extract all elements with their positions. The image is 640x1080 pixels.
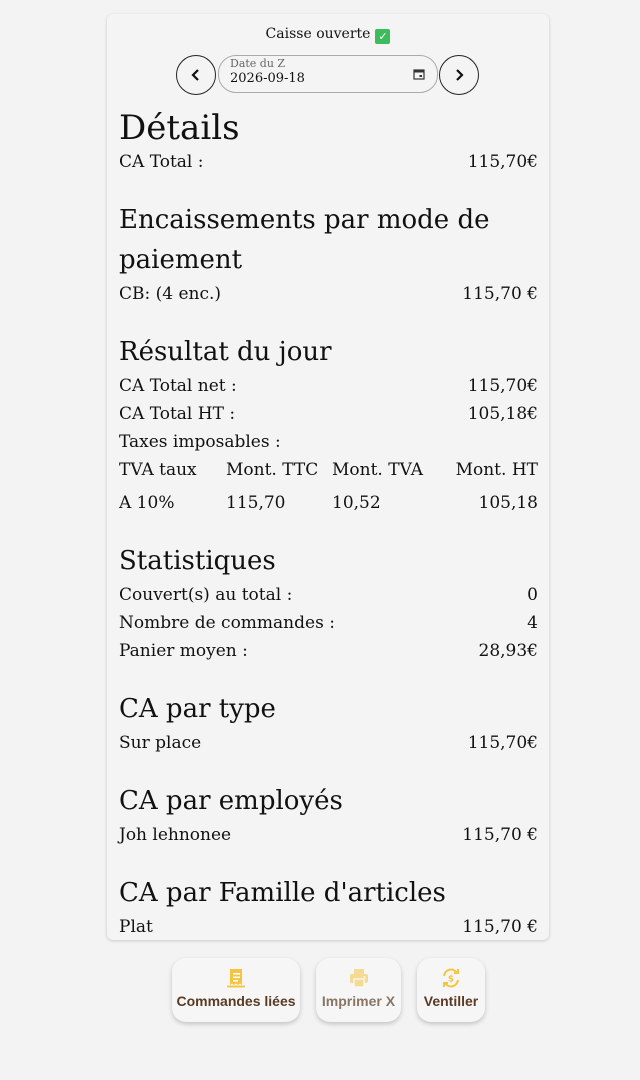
ca-net-value: 115,70€: [467, 376, 538, 396]
previous-day-button[interactable]: [176, 55, 216, 95]
encaissements-title: Encaissements par mode de paiement: [119, 205, 490, 275]
tva-rate: A 10%: [119, 493, 175, 513]
tva-table-header: [119, 456, 538, 484]
orders-count-label: Nombre de commandes :: [119, 613, 335, 633]
ca-employe-row: [119, 821, 538, 849]
orders-count-value: 4: [527, 613, 538, 633]
chevron-left-icon: [189, 68, 203, 82]
statistiques-title: Statistiques: [119, 546, 276, 576]
covers-row: [119, 581, 538, 609]
receipt-icon: [225, 967, 247, 989]
ca-famille-title: CA par Famille d'articles: [119, 878, 446, 908]
tva-header-ht: Mont. HT: [455, 460, 538, 480]
ca-famille-row: [119, 913, 538, 941]
register-status-label: Caisse ouverte: [265, 26, 371, 42]
ca-total-row: [119, 148, 538, 176]
linked-orders-label: Commandes liées: [176, 993, 296, 1009]
ca-net-label: CA Total net :: [119, 376, 237, 396]
ca-type-title: CA par type: [119, 694, 276, 724]
print-x-button[interactable]: [316, 958, 401, 1022]
linked-orders-button[interactable]: [172, 958, 300, 1022]
report-content: [119, 108, 538, 941]
ca-net-row: [119, 372, 538, 400]
ca-employe-value: 115,70 €: [462, 825, 538, 845]
ca-type-label: Sur place: [119, 733, 202, 753]
tva-header-tva: Mont. TVA: [332, 460, 423, 480]
average-basket-label: Panier moyen :: [119, 641, 248, 661]
average-basket-row: [119, 637, 538, 665]
ca-type-row: [119, 729, 538, 757]
next-day-button[interactable]: [439, 55, 479, 95]
table-row: [119, 489, 538, 517]
chevron-right-icon: [452, 68, 466, 82]
date-z-value: 2026-09-18: [230, 71, 305, 86]
ca-type-value: 115,70€: [467, 733, 538, 753]
ventiller-label: Ventiller: [423, 993, 479, 1009]
printer-icon: [348, 967, 370, 989]
taxes-label: Taxes imposables :: [119, 432, 281, 452]
covers-value: 0: [527, 585, 538, 605]
taxes-row: [119, 428, 538, 456]
ca-famille-label: Plat: [119, 917, 153, 937]
ca-total-value: 115,70€: [467, 152, 538, 172]
covers-label: Couvert(s) au total :: [119, 585, 293, 605]
print-x-label: Imprimer X: [321, 993, 396, 1009]
currency-exchange-icon: [440, 967, 462, 989]
details-title: Détails: [119, 108, 240, 148]
date-z-input[interactable]: [218, 55, 438, 93]
ca-famille-value: 115,70 €: [462, 917, 538, 937]
tva-ttc: 115,70: [226, 493, 286, 513]
payment-label: CB: (4 enc.): [119, 284, 222, 304]
ca-total-label: CA Total :: [119, 152, 204, 172]
ca-employe-label: Joh lehnonee: [119, 825, 232, 845]
ventiller-button[interactable]: [417, 958, 485, 1022]
tva-header-rate: TVA taux: [119, 460, 197, 480]
payment-row: [119, 280, 538, 308]
calendar-icon[interactable]: [413, 68, 425, 80]
tva-ht: 105,18: [478, 493, 538, 513]
ca-ht-value: 105,18€: [467, 404, 538, 424]
ca-ht-row: [119, 400, 538, 428]
payment-value: 115,70 €: [462, 284, 538, 304]
svg-text:$: $: [447, 974, 455, 985]
z-report-card: [107, 14, 549, 940]
resultat-title: Résultat du jour: [119, 337, 332, 367]
tva-header-ttc: Mont. TTC: [226, 460, 319, 480]
average-basket-value: 28,93€: [478, 641, 538, 661]
orders-count-row: [119, 609, 538, 637]
ca-ht-label: CA Total HT :: [119, 404, 236, 424]
register-status: [107, 26, 549, 44]
ca-employes-title: CA par employés: [119, 786, 343, 816]
check-icon: ✓: [375, 29, 390, 44]
date-z-label: Date du Z: [230, 57, 286, 70]
tva-amount: 10,52: [332, 493, 381, 513]
